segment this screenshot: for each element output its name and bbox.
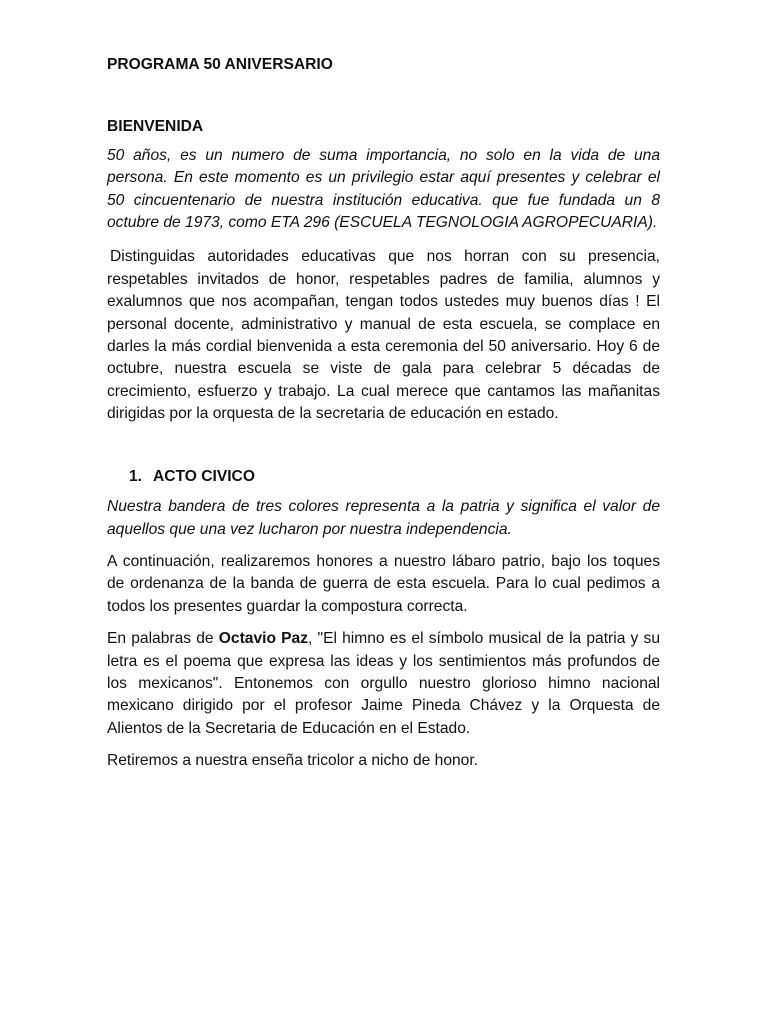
civic-act-heading	[107, 466, 660, 488]
anthem-author: Octavio Paz	[218, 630, 309, 648]
welcome-heading: BIENVENIDA	[107, 118, 204, 136]
civic-act-title: ACTO CIVICO	[153, 467, 255, 485]
honors-paragraph: A continuación, realizaremos honores a nuestro lábaro patrio, bajo los toques de ordenanza de la banda de guerra de esta escuela. Para lo cual pedimos a todos los presentes guardar la compostura correcta.	[107, 552, 660, 615]
document-title: PROGRAMA 50 ANIVERSARIO	[107, 56, 333, 73]
retire-flag-paragraph: Retiremos a nuestra enseña tricolor a nicho de honor.	[107, 752, 478, 770]
civic-act-number: 1.	[129, 467, 143, 485]
anthem-paragraph	[107, 628, 660, 740]
anthem-prefix: En palabras de	[107, 630, 219, 648]
welcome-body-paragraph: Distinguidas autoridades educativas que nos horran con su presencia, respetables invitados de honor, respetables padres de familia, alumnos y exalumnos que nos acompañan, tengan todos ustedes muy buenos días ! El personal docente, administrativo y manual de esta escuela, se complace en darles la más cordial bienvenida a esta ceremonia del 50 aniversario. Hoy 6 de octubre, nuestra escuela se viste de gala para celebrar 5 décadas de crecimiento, esfuerzo y trabajo. La cual merece que cantamos las mañanitas dirigidas por la orquesta de la secretaria de educación en estado.	[107, 248, 660, 423]
welcome-intro-paragraph: 50 años, es un numero de suma importancia, no solo en la vida de una persona. En este momento es un privilegio estar aquí presentes y celebrar el 50 cincuentenario de nuestra institución educativa. que fue fundada un 8 octubre de 1973, como ETA 296 (ESCUELA TEGNOLOGIA AGROPECUARIA).	[107, 146, 660, 232]
document-page	[107, 54, 660, 783]
flag-quote-paragraph: Nuestra bandera de tres colores representa a la patria y significa el valor de aquellos que una vez lucharon por nuestra independencia.	[107, 498, 660, 538]
anthem-text: , "El himno es el símbolo musical de la patria y su letra es el poema que expresa las ideas y los sentimientos más profundos de los mexicanos". Entonemos con orgullo nuestro glorioso himno nacional mexicano dirigido por el profesor Jaime Pineda Chávez y la Orquesta de Alientos de la Secretaria de Educación en el Estado.	[107, 630, 661, 737]
